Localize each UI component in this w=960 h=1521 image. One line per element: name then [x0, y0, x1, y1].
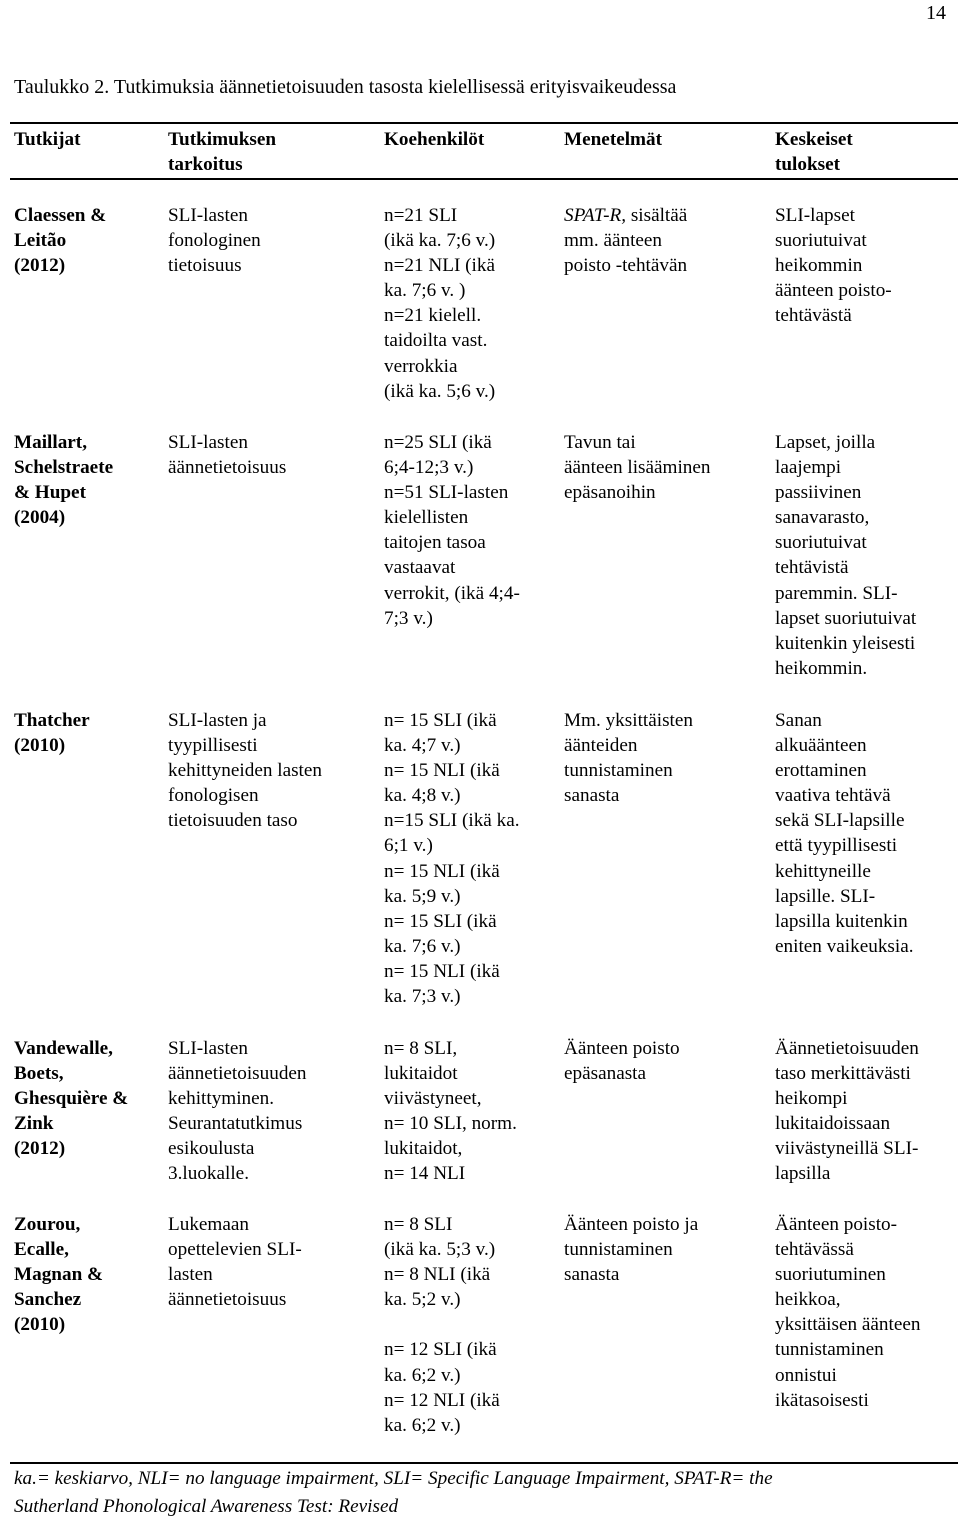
cell-purpose: SLI-lasten äännetietoisuus: [168, 432, 287, 479]
cell-researchers: Vandewalle, Boets, Ghesquière & Zink (2012): [14, 1038, 129, 1160]
cell-results: Lapset, joilla laajempi passiivinen sanavarasto, suoriutuivat tehtävistä paremmin. SLI- lapset suoriutuivat kuitenkin yleisesti heikommin.: [775, 432, 917, 679]
cell-results: SLI-lapset suoriutuivat heikommin äänteen poisto- tehtävästä: [775, 205, 892, 327]
header-subjects: Koehenkilöt: [384, 129, 485, 150]
table-top-rule: [10, 122, 958, 124]
method-description: sisältää mm. äänteen poisto -tehtävän: [564, 205, 688, 277]
table-footnote: ka.= keskiarvo, NLI= no language impairment, SLI= Specific Language Impairment, SPAT-R= the Sutherland Phonological Awareness Test: Revised: [14, 1468, 773, 1517]
method-test-name: SPAT-R,: [564, 205, 627, 226]
cell-subjects: n=21 SLI (ikä ka. 7;6 v.) n=21 NLI (ikä ka. 7;6 v. ) n=21 kielell. taidoilta vast. verrokkia (ikä ka. 5;6 v.): [384, 205, 496, 402]
cell-researchers: Thatcher (2010): [14, 710, 90, 757]
cell-methods: [564, 203, 687, 278]
cell-researchers: Zourou, Ecalle, Magnan & Sanchez (2010): [14, 1214, 104, 1336]
cell-purpose: SLI-lasten fonologinen tietoisuus: [168, 205, 261, 277]
cell-methods: Äänteen poisto ja tunnistaminen sanasta: [564, 1214, 699, 1286]
cell-subjects: n= 8 SLI (ikä ka. 5;3 v.) n= 8 NLI (ikä ka. 5;2 v.) n= 12 SLI (ikä ka. 6;2 v.) n= 12 NLI (ikä ka. 6;2 v.): [384, 1214, 500, 1436]
cell-researchers: Claessen & Leitão (2012): [14, 205, 107, 277]
cell-researchers: Maillart, Schelstraete & Hupet (2004): [14, 432, 114, 529]
cell-purpose: SLI-lasten ja tyypillisesti kehittyneiden lasten fonologisen tietoisuuden taso: [168, 710, 322, 832]
header-purpose: Tutkimuksen tarkoitus: [168, 129, 277, 176]
page-number: 14: [926, 2, 946, 24]
cell-subjects: n= 8 SLI, lukitaidot viivästyneet, n= 10 SLI, norm. lukitaidot, n= 14 NLI: [384, 1038, 517, 1185]
cell-subjects: n=25 SLI (ikä 6;4-12;3 v.) n=51 SLI-lasten kielellisten taitojen tasoa vastaavat verrokit, (ikä 4;4- 7;3 v.): [384, 432, 520, 629]
cell-purpose: SLI-lasten äännetietoisuuden kehittyminen. Seurantatutkimus esikoulusta 3.luokalle.: [168, 1038, 307, 1185]
table-header-rule: [10, 178, 958, 180]
cell-subjects: n= 15 SLI (ikä ka. 4;7 v.) n= 15 NLI (ikä ka. 4;8 v.) n=15 SLI (ikä ka. 6;1 v.) n= 15 NLI (ikä ka. 5;9 v.) n= 15 SLI (ikä ka. 7;6 v.) n= 15 NLI (ikä ka. 7;3 v.): [384, 710, 520, 1008]
table-bottom-rule: [10, 1462, 958, 1464]
table-caption: Taulukko 2. Tutkimuksia äännetietoisuuden tasosta kielellisessä erityisvaikeudessa: [14, 76, 677, 98]
cell-results: Äänteen poisto- tehtävässä suoriutuminen heikkoa, yksittäisen äänteen tunnistaminen onnistui ikätasoisesti: [775, 1214, 921, 1411]
cell-methods: Äänteen poisto epäsanasta: [564, 1038, 680, 1085]
cell-purpose: Lukemaan opettelevien SLI- lasten äännetietoisuus: [168, 1214, 302, 1311]
cell-results: Sanan alkuäänteen erottaminen vaativa tehtävä sekä SLI-lapsille että tyypillisesti kehittyneille lapsille. SLI- lapsilla kuitenkin eniten vaikeuksia.: [775, 710, 914, 957]
header-methods: Menetelmät: [564, 129, 663, 150]
cell-methods: Mm. yksittäisten äänteiden tunnistaminen sanasta: [564, 710, 693, 807]
cell-results: Äännetietoisuuden taso merkittävästi heikompi lukitaidoissaan viivästyneillä SLI- lapsilla: [775, 1038, 919, 1185]
cell-methods: Tavun tai äänteen lisääminen epäsanoihin: [564, 432, 711, 504]
header-researchers: Tutkijat: [14, 129, 81, 150]
header-results: Keskeiset tulokset: [775, 129, 853, 176]
